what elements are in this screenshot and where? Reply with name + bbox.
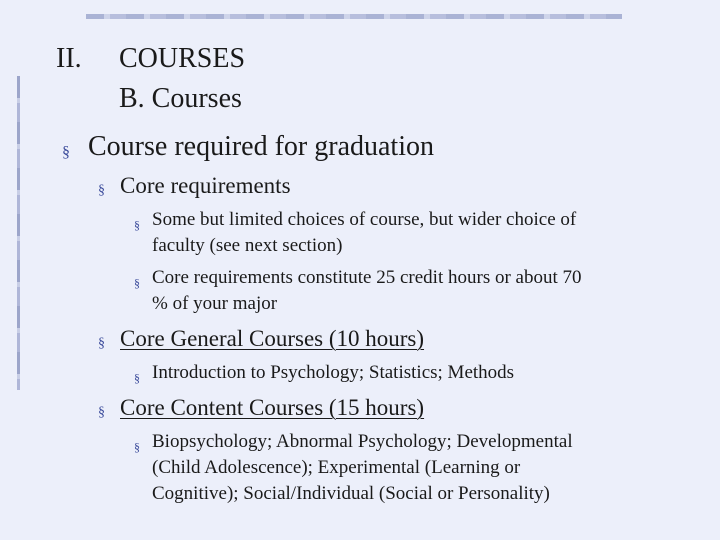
- section-subtitle: B. Courses: [119, 83, 242, 114]
- bullet-text-line1: Biopsychology; Abnormal Psychology; Developmental: [152, 431, 573, 452]
- bullet-text-line3: Cognitive); Social/Individual (Social or Personality): [152, 483, 550, 504]
- section-numeral: II.: [56, 43, 82, 74]
- bullet-marker-icon: §: [134, 276, 140, 290]
- bullet-marker-icon: §: [134, 218, 140, 232]
- side-decorative-rule: [17, 76, 20, 390]
- bullet-marker-icon: §: [62, 144, 70, 161]
- bullet-text: Course required for graduation: [88, 131, 434, 162]
- core-general-link[interactable]: Core General Courses (10 hours): [120, 326, 425, 351]
- bullet-text-line1: Some but limited choices of course, but wider choice of: [152, 209, 577, 230]
- bullet-text: Introduction to Psychology; Statistics; Methods: [152, 362, 515, 383]
- bullet-marker-icon: §: [134, 371, 140, 385]
- bullet-text: Core requirements: [120, 173, 291, 198]
- bullet-marker-icon: §: [98, 183, 105, 198]
- bullet-text-line2: faculty (see next section): [152, 235, 343, 256]
- core-content-link[interactable]: Core Content Courses (15 hours): [120, 395, 425, 420]
- bullet-text-line2: % of your major: [152, 293, 278, 314]
- bullet-text-line1: Core requirements constitute 25 credit hours or about 70: [152, 267, 582, 288]
- bullet-marker-icon: §: [98, 405, 105, 420]
- bullet-text-line2: (Child Adolescence); Experimental (Learning or: [152, 457, 521, 478]
- section-title: COURSES: [119, 43, 246, 74]
- bullet-marker-icon: §: [134, 440, 140, 454]
- top-decorative-rule: [86, 14, 622, 19]
- bullet-marker-icon: §: [98, 336, 105, 351]
